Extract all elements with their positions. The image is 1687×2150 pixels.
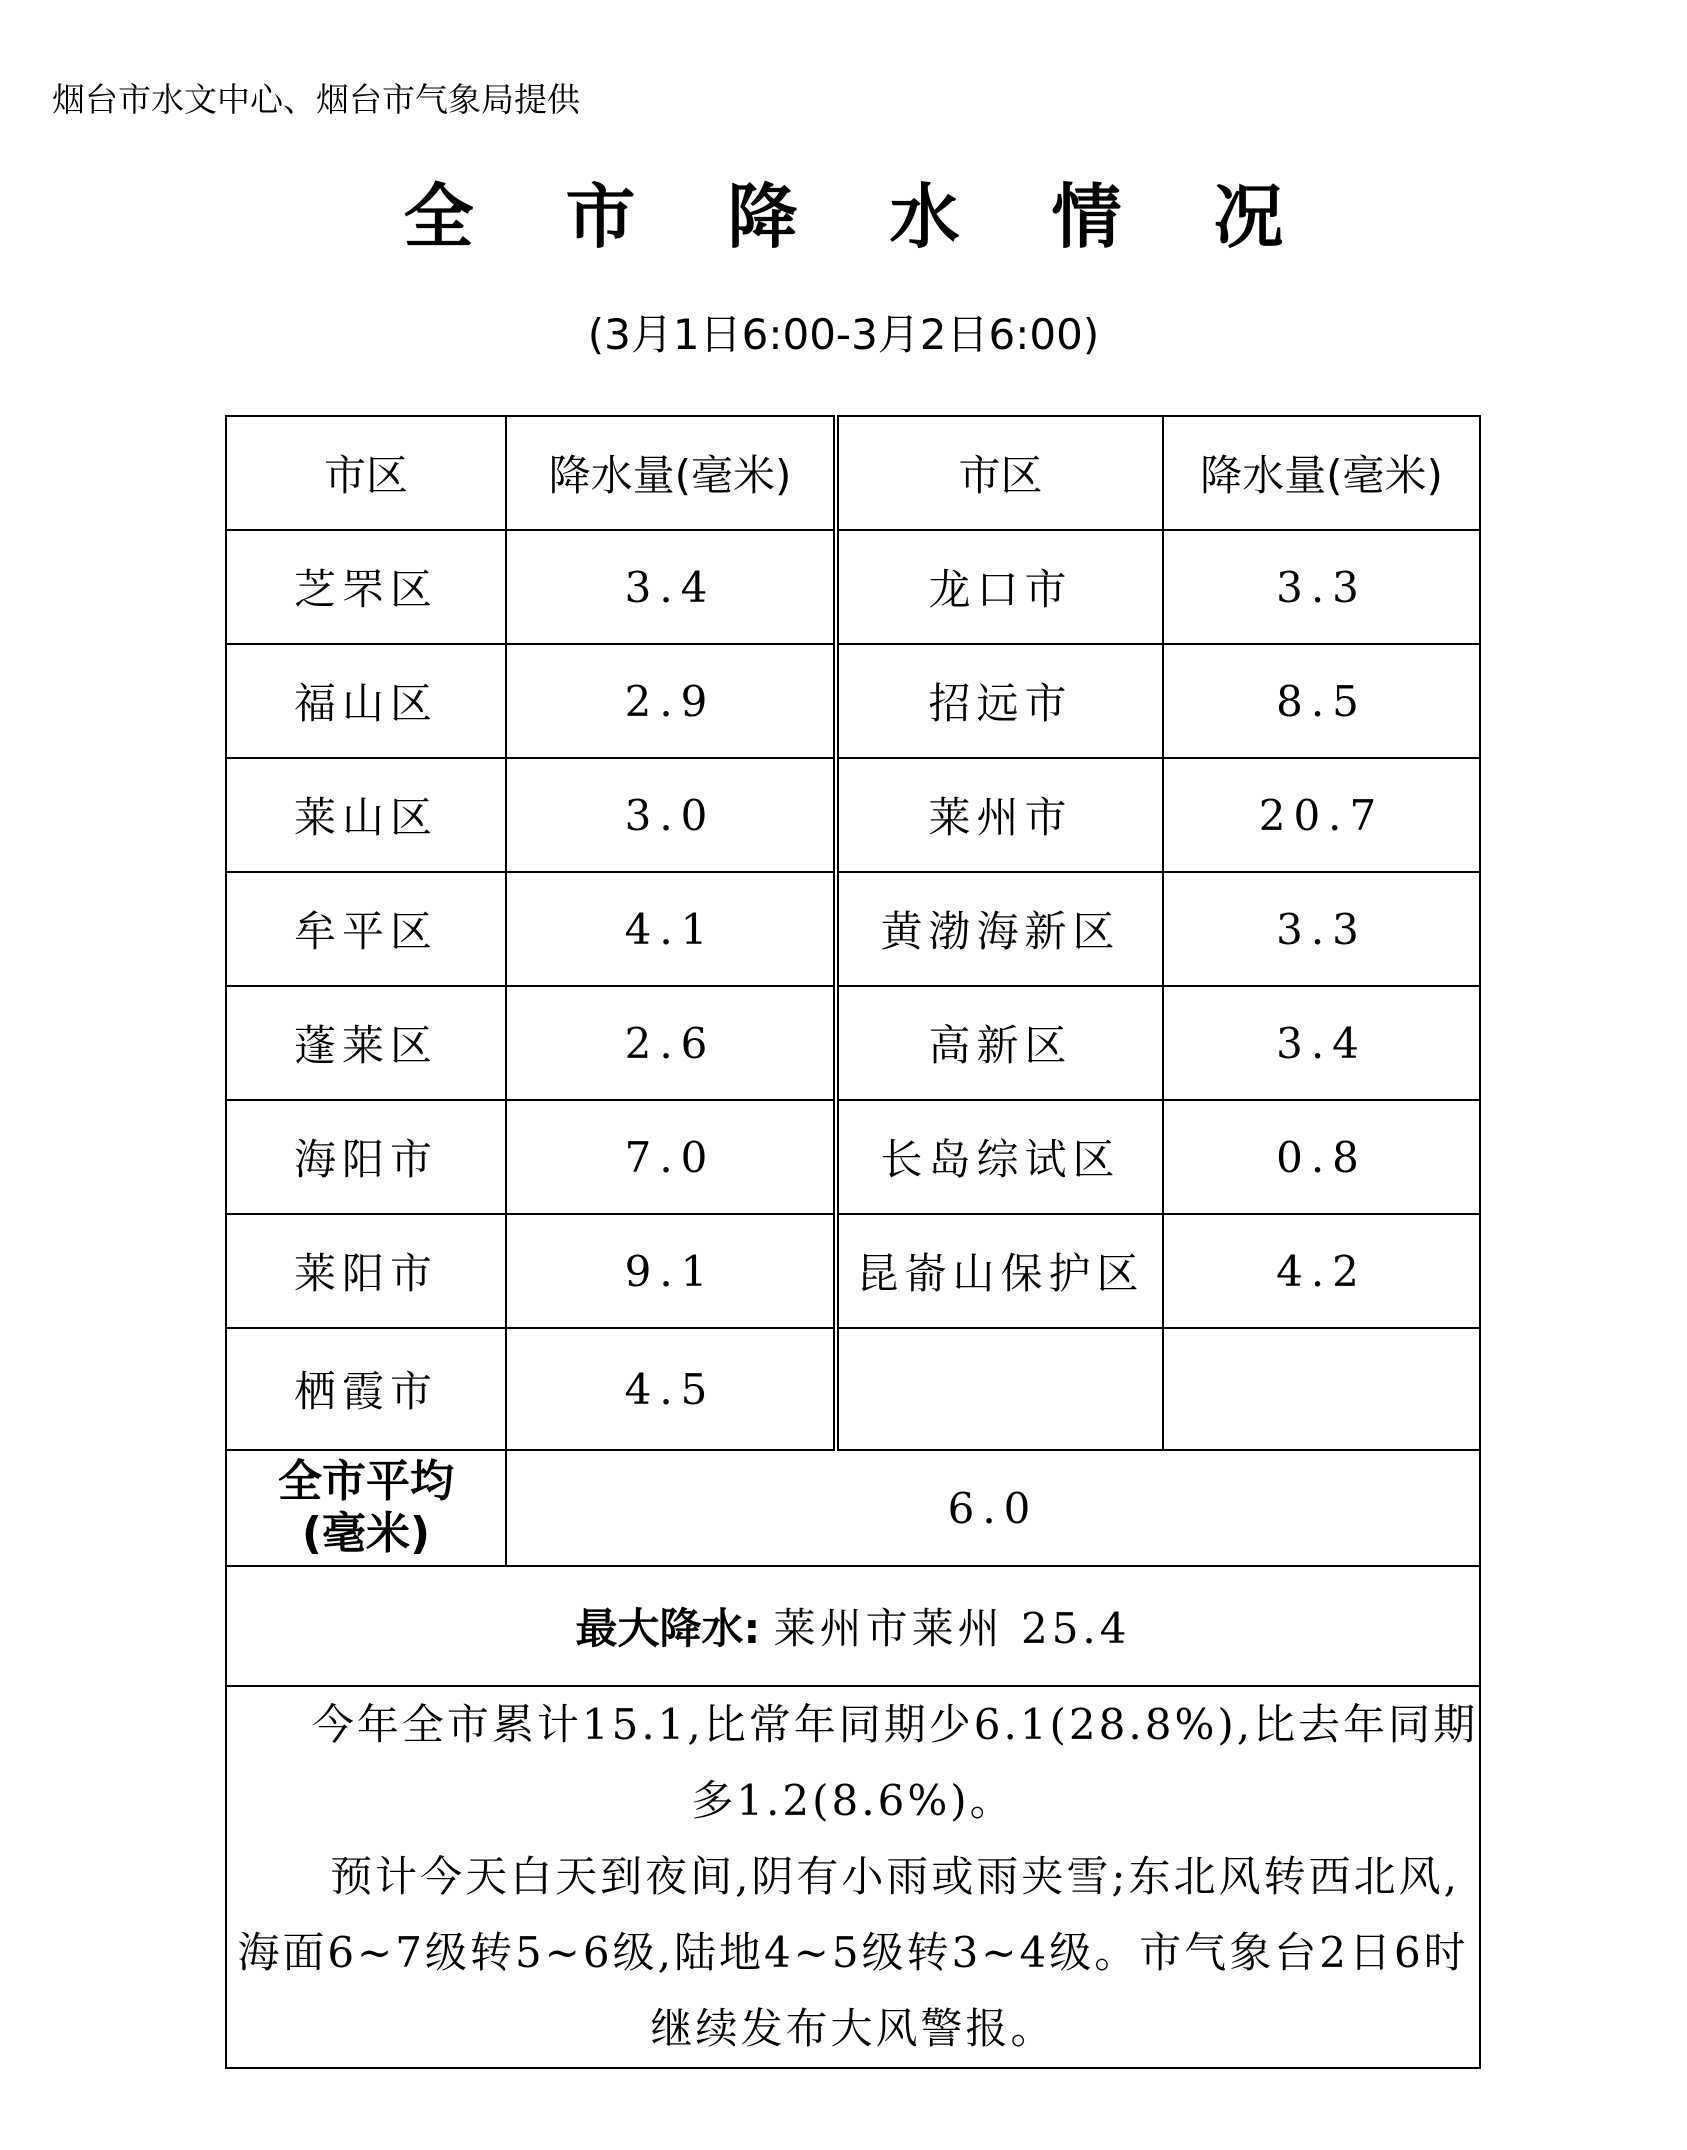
- rainfall-value: 4.1: [506, 872, 836, 986]
- rainfall-table: [225, 415, 1481, 2069]
- rainfall-value: 3.4: [1163, 986, 1480, 1100]
- area-name: 蓬莱区: [226, 986, 506, 1100]
- area-name: 昆嵛山保护区: [836, 1214, 1163, 1328]
- rainfall-value: 9.1: [506, 1214, 836, 1328]
- rainfall-value: 4.5: [506, 1328, 836, 1450]
- header-area-left: 市区: [226, 416, 506, 530]
- area-name: 海阳市: [226, 1100, 506, 1214]
- rainfall-value: 7.0: [506, 1100, 836, 1214]
- summary-paragraph-cumulative: 今年全市累计15.1,比常年同期少6.1(28.8%),比去年同期多1.2(8.6%)。: [311, 1700, 1479, 1825]
- header-rainfall-right: 降水量(毫米): [1163, 416, 1480, 530]
- rainfall-value: 2.9: [506, 644, 836, 758]
- table-row: [226, 1100, 1480, 1214]
- max-rainfall-cell: [226, 1566, 1480, 1686]
- area-name: 牟平区: [226, 872, 506, 986]
- rainfall-value: 0.8: [1163, 1100, 1480, 1214]
- summary-row: [226, 1686, 1480, 2068]
- average-label: [226, 1450, 506, 1566]
- area-name: 莱山区: [226, 758, 506, 872]
- rainfall-value: 3.0: [506, 758, 836, 872]
- area-name: 龙口市: [836, 530, 1163, 644]
- table-row: [226, 872, 1480, 986]
- rainfall-value: 3.4: [506, 530, 836, 644]
- rainfall-value: 4.2: [1163, 1214, 1480, 1328]
- area-name: 黄渤海新区: [836, 872, 1163, 986]
- area-name: 芝罘区: [226, 530, 506, 644]
- area-name: 高新区: [836, 986, 1163, 1100]
- rainfall-value: 3.3: [1163, 872, 1480, 986]
- table-row: [226, 644, 1480, 758]
- table-row: [226, 1214, 1480, 1328]
- table-header-row: [226, 416, 1480, 530]
- table-row: [226, 1328, 1480, 1450]
- average-row: [226, 1450, 1480, 1566]
- area-name: [836, 1328, 1163, 1450]
- average-label-line2: (毫米): [301, 1508, 431, 1559]
- page-title: 全市降水情况: [403, 176, 1376, 258]
- area-name: 长岛综试区: [836, 1100, 1163, 1214]
- rainfall-value: 8.5: [1163, 644, 1480, 758]
- header-rainfall-left: 降水量(毫米): [506, 416, 836, 530]
- rainfall-value: 3.3: [1163, 530, 1480, 644]
- rainfall-value: [1163, 1328, 1480, 1450]
- max-rainfall-value: 莱州市莱州 25.4: [773, 1604, 1131, 1653]
- average-label-line1: 全市平均: [278, 1456, 454, 1507]
- summary-cell: [226, 1686, 1480, 2068]
- table-row: [226, 530, 1480, 644]
- table-row: [226, 758, 1480, 872]
- table-row: [226, 986, 1480, 1100]
- header-area-right: 市区: [836, 416, 1163, 530]
- area-name: 招远市: [836, 644, 1163, 758]
- max-rainfall-row: [226, 1566, 1480, 1686]
- area-name: 莱州市: [836, 758, 1163, 872]
- rainfall-value: 20.7: [1163, 758, 1480, 872]
- period-subtitle: (3月1日6:00-3月2日6:00): [587, 310, 1100, 359]
- source-note: 烟台市水文中心、烟台市气象局提供: [52, 80, 580, 119]
- area-name: 栖霞市: [226, 1328, 506, 1450]
- max-rainfall-label: 最大降水:: [575, 1604, 761, 1653]
- area-name: 福山区: [226, 644, 506, 758]
- average-value: 6.0: [506, 1450, 1480, 1566]
- area-name: 莱阳市: [226, 1214, 506, 1328]
- rainfall-value: 2.6: [506, 986, 836, 1100]
- summary-paragraph-forecast: 预计今天白天到夜间,阴有小雨或雨夹雪;东北风转西北风,海面6~7级转5~6级,陆地4~5级转3~4级。市气象台2日6时继续发布大风警报。: [237, 1852, 1469, 2053]
